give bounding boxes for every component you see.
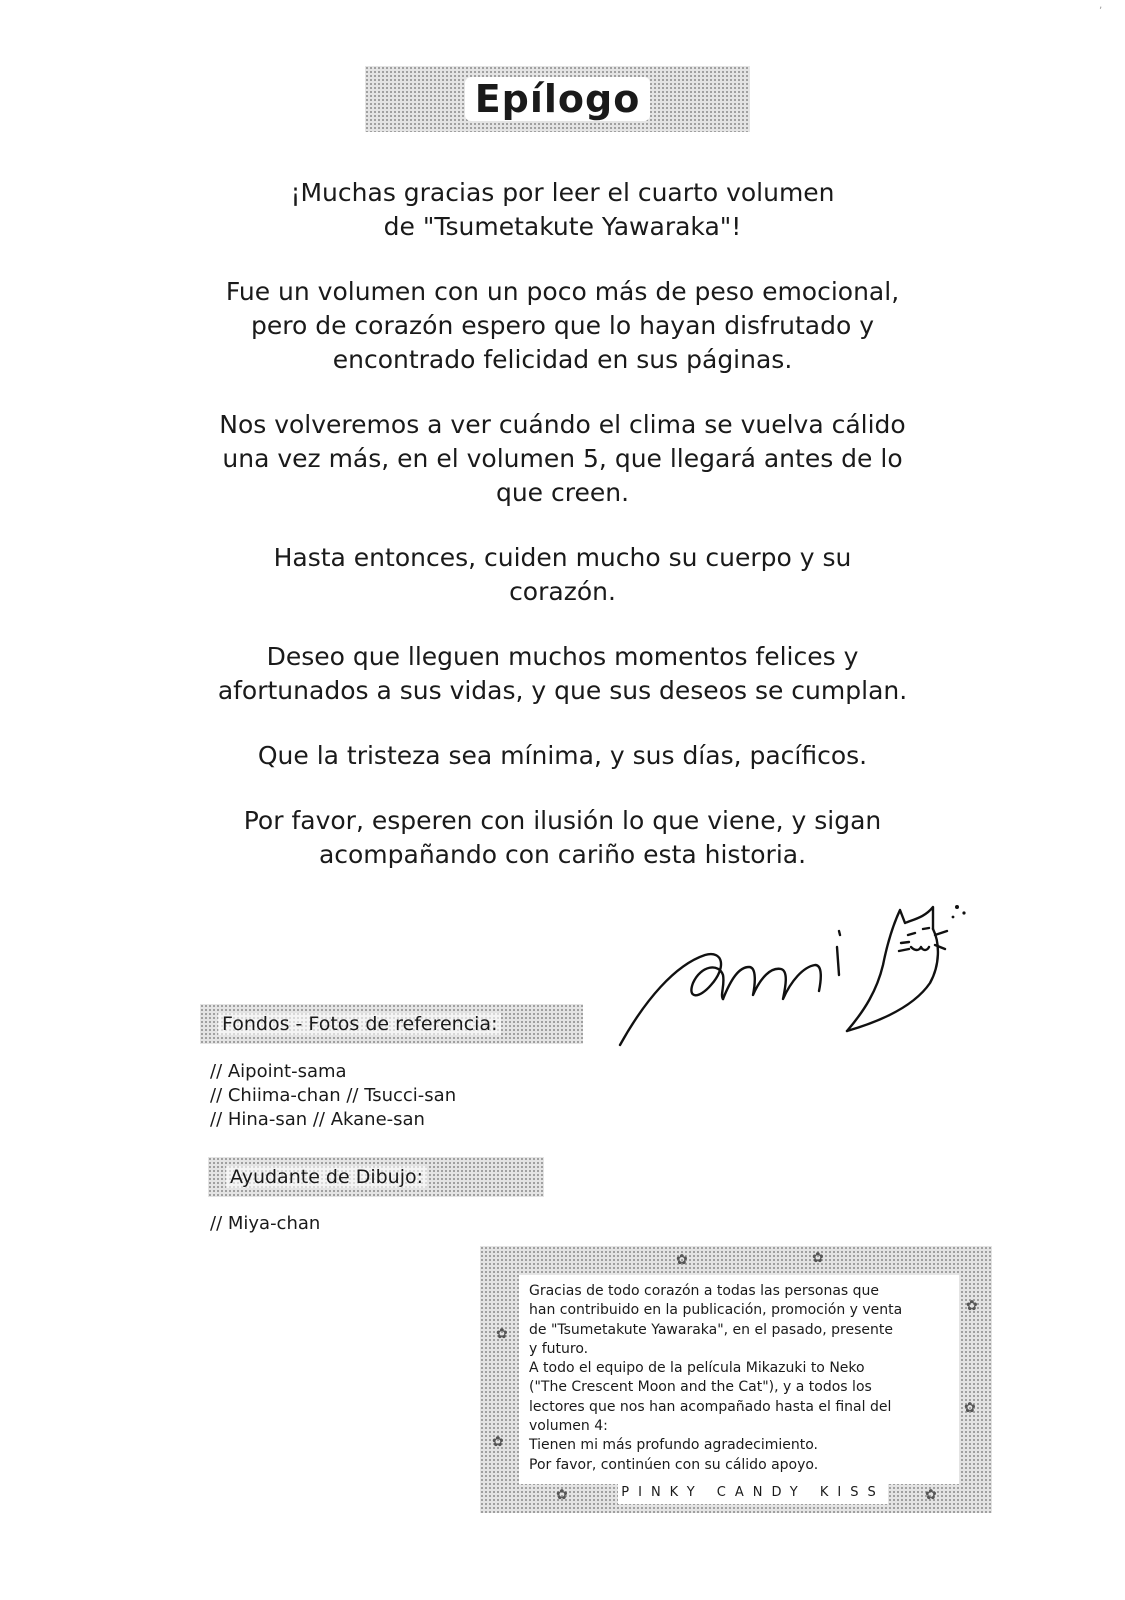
message-line: afortunados a sus vidas, y que sus deseos se cumplan. [217, 676, 908, 705]
message-line: de "Tsumetakute Yawaraka"! [383, 212, 742, 241]
message-paragraph [170, 541, 955, 609]
title-band [365, 66, 750, 132]
message-line: Que la tristeza sea mínima, y sus días, pacíficos. [257, 741, 868, 770]
message-line: acompañando con cariño esta historia. [318, 840, 807, 869]
message-paragraph [170, 804, 955, 872]
thanks-line: han contribuido en la publicación, promoción y venta [529, 1302, 903, 1319]
page-title: Epílogo [465, 77, 651, 121]
flower-icon: ✿ [925, 1487, 937, 1503]
message-paragraph [170, 176, 955, 244]
epilogue-message [170, 176, 955, 903]
thanks-line: Tienen mi más profundo agradecimiento. [529, 1437, 819, 1454]
message-line: Deseo que lleguen muchos momentos felices y [266, 642, 859, 671]
thanks-line: y futuro. [529, 1340, 589, 1357]
message-line: que creen. [495, 478, 630, 507]
credit-line: // Hina-san // Akane-san [210, 1109, 425, 1130]
thanks-line: volumen 4: [529, 1418, 608, 1435]
thanks-line: de "Tsumetakute Yawaraka", en el pasado, presente [529, 1321, 893, 1338]
message-line: Por favor, esperen con ilusión lo que viene, y sigan [243, 806, 882, 835]
flower-icon: ✿ [496, 1326, 508, 1342]
brand-label: PINKY CANDY KISS [618, 1482, 888, 1504]
thanks-line: Por favor, continúen con su cálido apoyo. [529, 1456, 819, 1473]
message-line: encontrado felicidad en sus páginas. [332, 345, 793, 374]
credit-list-backgrounds [210, 1060, 456, 1132]
credit-heading-backgrounds [200, 1004, 583, 1044]
credit-heading-assistant [208, 1157, 544, 1197]
credit-heading-label: Fondos - Fotos de referencia: [218, 1013, 501, 1035]
message-line: ¡Muchas gracias por leer el cuarto volumen [290, 178, 835, 207]
thanks-line: A todo el equipo de la película Mikazuki to Neko [529, 1360, 865, 1377]
message-line: una vez más, en el volumen 5, que llegará antes de lo [222, 444, 903, 473]
message-paragraph [170, 408, 955, 510]
flower-icon: ✿ [676, 1252, 688, 1268]
credit-line: // Chiima-chan // Tsucci-san [210, 1085, 457, 1106]
message-line: Fue un volumen con un poco más de peso emocional, [225, 277, 900, 306]
flower-icon: ✿ [812, 1250, 824, 1266]
signature-icon [615, 895, 975, 1065]
message-line: Hasta entonces, cuiden mucho su cuerpo y su [273, 543, 852, 572]
flower-icon: ✿ [492, 1434, 504, 1450]
flower-icon: ✿ [964, 1400, 976, 1416]
credit-list-assistant [210, 1212, 320, 1236]
message-paragraph [170, 640, 955, 708]
credit-heading-label: Ayudante de Dibujo: [226, 1166, 427, 1188]
message-line: pero de corazón espero que lo hayan disfrutado y [251, 311, 874, 340]
thanks-line: lectores que nos han acompañado hasta el final del [529, 1398, 892, 1415]
message-paragraph [170, 275, 955, 377]
flower-icon: ✿ [966, 1298, 978, 1314]
corner-mark: ‚ [1099, 0, 1103, 11]
credit-line: // Aipoint-sama [210, 1061, 347, 1082]
flower-icon: ✿ [556, 1487, 568, 1503]
thanks-box [519, 1275, 959, 1484]
credit-line: // Miya-chan [210, 1213, 321, 1234]
message-line: Nos volveremos a ver cuándo el clima se vuelva cálido [219, 410, 906, 439]
message-paragraph [170, 739, 955, 773]
thanks-line: Gracias de todo corazón a todas las personas que [529, 1283, 880, 1299]
thanks-line: ("The Crescent Moon and the Cat"), y a todos los [529, 1379, 872, 1396]
message-line: corazón. [509, 577, 616, 606]
